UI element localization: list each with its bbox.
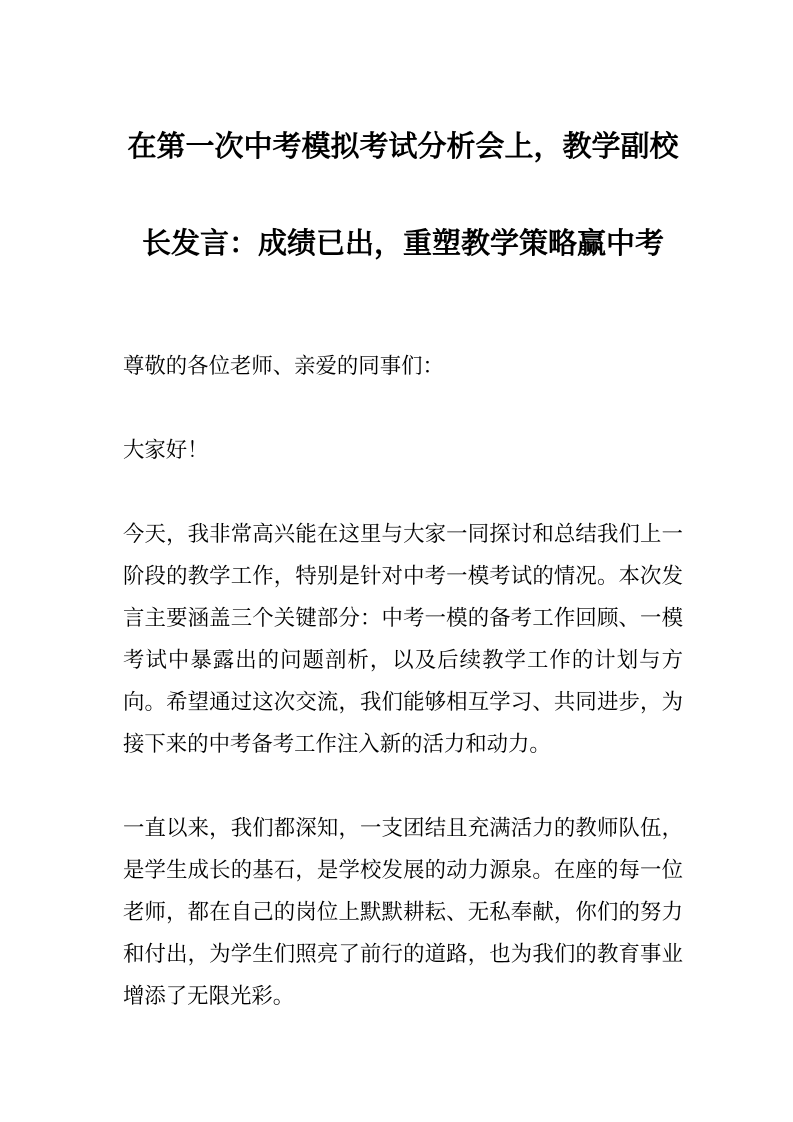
paragraph-intro: 今天，我非常高兴能在这里与大家一同探讨和总结我们上一阶段的教学工作，特别是针对中考一模考试的情况。本次发言主要涵盖三个关键部分：中考一模的备考工作回顾、一模考试中暴露出的问题剖析，以及后续教学工作的计划与方向。希望通过这次交流，我们能够相互学习、共同进步，为接下来的中考备考工作注入新的活力和动力。 <box>123 522 683 756</box>
document-title: 在第一次中考模拟考试分析会上，教学副校长发言：成绩已出，重塑教学策略赢中考 <box>127 131 679 260</box>
paragraph-greeting: 大家好！ <box>123 438 209 462</box>
paragraph-salutation: 尊敬的各位老师、亲爱的同事们： <box>123 354 444 378</box>
document-body <box>123 345 683 1017</box>
paragraph-teachers-tribute: 一直以来，我们都深知，一支团结且充满活力的教师队伍，是学生成长的基石，是学校发展的动力源泉。在座的每一位老师，都在自己的岗位上默默耕耘、无私奉献，你们的努力和付出，为学生们照亮了前行的道路，也为我们的教育事业增添了无限光彩。 <box>123 816 683 1008</box>
